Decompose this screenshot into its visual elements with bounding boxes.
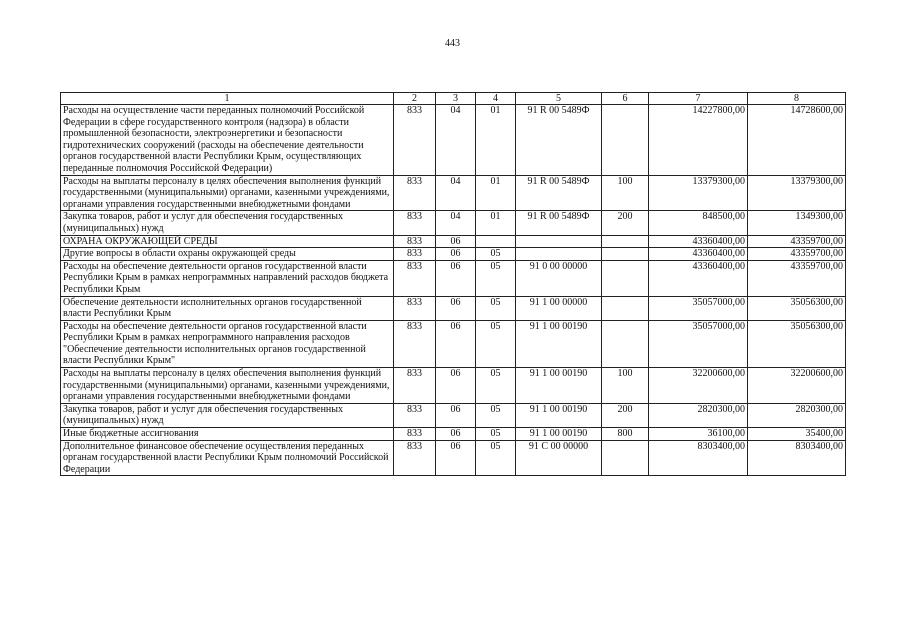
- column-header: 5: [516, 93, 602, 105]
- ministry-code-cell: 833: [394, 175, 436, 211]
- amount-year2-cell: 13379300,00: [748, 175, 846, 211]
- section-cell: 06: [436, 440, 476, 476]
- expense-name-cell: Иные бюджетные ассигнования: [61, 428, 394, 441]
- expense-name-cell: Другие вопросы в области охраны окружающей среды: [61, 248, 394, 261]
- section-cell: 06: [436, 403, 476, 427]
- amount-year1-cell: 43360400,00: [649, 235, 748, 248]
- expense-name-cell: Закупка товаров, работ и услуг для обеспечения государственных (муниципальных) нужд: [61, 211, 394, 235]
- expense-name-cell: Дополнительное финансовое обеспечение осуществления переданных органам государственной власти Республики Крым полномочий Российской Федерации: [61, 440, 394, 476]
- table-row: [61, 428, 846, 441]
- subsection-cell: 01: [476, 105, 516, 176]
- expense-name-cell: Расходы на выплаты персоналу в целях обеспечения выполнения функций государственными (муниципальными) органами, казенными учреждениями, органами управления государственными внебюджетными фондами: [61, 368, 394, 404]
- expense-type-cell: 100: [602, 175, 649, 211]
- section-cell: 06: [436, 260, 476, 296]
- expense-name-cell: Расходы на обеспечение деятельности органов государственной власти Республики Крым в рамках непрограммного направления расходов "Обеспечение деятельности исполнительных органов государственной власти Республики Крым": [61, 320, 394, 367]
- amount-year2-cell: 43359700,00: [748, 260, 846, 296]
- subsection-cell: 05: [476, 403, 516, 427]
- expense-type-cell: [602, 248, 649, 261]
- amount-year1-cell: 8303400,00: [649, 440, 748, 476]
- expense-type-cell: [602, 235, 649, 248]
- amount-year1-cell: 2820300,00: [649, 403, 748, 427]
- section-cell: 04: [436, 105, 476, 176]
- target-article-cell: [516, 235, 602, 248]
- subsection-cell: 05: [476, 248, 516, 261]
- target-article-cell: 91 1 00 00190: [516, 368, 602, 404]
- target-article-cell: [516, 248, 602, 261]
- section-cell: 04: [436, 175, 476, 211]
- section-cell: 06: [436, 368, 476, 404]
- ministry-code-cell: 833: [394, 235, 436, 248]
- amount-year2-cell: 35056300,00: [748, 296, 846, 320]
- expense-type-cell: 200: [602, 211, 649, 235]
- subsection-cell: 01: [476, 211, 516, 235]
- table-row: [61, 296, 846, 320]
- expense-name-cell: Расходы на выплаты персоналу в целях обеспечения выполнения функций государственными (муниципальными) органами, казенными учреждениями, органами управления государственными внебюджетными фондами: [61, 175, 394, 211]
- ministry-code-cell: 833: [394, 403, 436, 427]
- budget-table: [60, 92, 846, 476]
- expense-name-cell: Расходы на осуществление части переданных полномочий Российской Федерации в сфере государственного контроля (надзора) в области промышленной безопасности, электроэнергетики и безопасности гидротехнических сооружений (расходы на обеспечение деятельности органов государственной власти Республики Крым, осуществляющих переданные полномочия Российской Федерации): [61, 105, 394, 176]
- amount-year1-cell: 32200600,00: [649, 368, 748, 404]
- subsection-cell: 05: [476, 368, 516, 404]
- ministry-code-cell: 833: [394, 440, 436, 476]
- amount-year2-cell: 14728600,00: [748, 105, 846, 176]
- target-article-cell: 91 R 00 5489Ф: [516, 105, 602, 176]
- ministry-code-cell: 833: [394, 368, 436, 404]
- expense-type-cell: [602, 105, 649, 176]
- target-article-cell: 91 R 00 5489Ф: [516, 175, 602, 211]
- subsection-cell: 05: [476, 296, 516, 320]
- expense-type-cell: [602, 296, 649, 320]
- table-row: [61, 235, 846, 248]
- table-row: [61, 320, 846, 367]
- target-article-cell: 91 1 00 00000: [516, 296, 602, 320]
- table-row: [61, 260, 846, 296]
- table-row: [61, 248, 846, 261]
- amount-year2-cell: 43359700,00: [748, 248, 846, 261]
- expense-name-cell: Расходы на обеспечение деятельности органов государственной власти Республики Крым в рамках непрограммных направлений расходов бюджета Республики Крым: [61, 260, 394, 296]
- subsection-cell: 05: [476, 260, 516, 296]
- amount-year1-cell: 13379300,00: [649, 175, 748, 211]
- ministry-code-cell: 833: [394, 320, 436, 367]
- expense-type-cell: 100: [602, 368, 649, 404]
- target-article-cell: 91 С 00 00000: [516, 440, 602, 476]
- amount-year1-cell: 14227800,00: [649, 105, 748, 176]
- table-row: [61, 105, 846, 176]
- column-header: 6: [602, 93, 649, 105]
- target-article-cell: 91 1 00 00190: [516, 320, 602, 367]
- table-row: [61, 211, 846, 235]
- expense-type-cell: [602, 260, 649, 296]
- amount-year1-cell: 43360400,00: [649, 260, 748, 296]
- section-cell: 06: [436, 235, 476, 248]
- expense-type-cell: 800: [602, 428, 649, 441]
- amount-year2-cell: 2820300,00: [748, 403, 846, 427]
- ministry-code-cell: 833: [394, 428, 436, 441]
- amount-year1-cell: 35057000,00: [649, 296, 748, 320]
- expense-name-cell: ОХРАНА ОКРУЖАЮЩЕЙ СРЕДЫ: [61, 235, 394, 248]
- expense-type-cell: 200: [602, 403, 649, 427]
- amount-year1-cell: 43360400,00: [649, 248, 748, 261]
- ministry-code-cell: 833: [394, 105, 436, 176]
- target-article-cell: 91 1 00 00190: [516, 403, 602, 427]
- column-header: 4: [476, 93, 516, 105]
- column-header: 8: [748, 93, 846, 105]
- expense-name-cell: Обеспечение деятельности исполнительных органов государственной власти Республики Крым: [61, 296, 394, 320]
- amount-year1-cell: 35057000,00: [649, 320, 748, 367]
- column-header: 1: [61, 93, 394, 105]
- amount-year2-cell: 32200600,00: [748, 368, 846, 404]
- subsection-cell: [476, 235, 516, 248]
- target-article-cell: 91 0 00 00000: [516, 260, 602, 296]
- column-header: 2: [394, 93, 436, 105]
- amount-year2-cell: 35400,00: [748, 428, 846, 441]
- amount-year1-cell: 848500,00: [649, 211, 748, 235]
- subsection-cell: 05: [476, 320, 516, 367]
- subsection-cell: 05: [476, 428, 516, 441]
- amount-year2-cell: 8303400,00: [748, 440, 846, 476]
- expense-type-cell: [602, 320, 649, 367]
- amount-year1-cell: 36100,00: [649, 428, 748, 441]
- table-row: [61, 440, 846, 476]
- amount-year2-cell: 43359700,00: [748, 235, 846, 248]
- expense-name-cell: Закупка товаров, работ и услуг для обеспечения государственных (муниципальных) нужд: [61, 403, 394, 427]
- target-article-cell: 91 1 00 00190: [516, 428, 602, 441]
- ministry-code-cell: 833: [394, 296, 436, 320]
- section-cell: 06: [436, 248, 476, 261]
- column-header: 3: [436, 93, 476, 105]
- page-number: 443: [445, 38, 460, 49]
- table-row: [61, 368, 846, 404]
- section-cell: 04: [436, 211, 476, 235]
- expense-type-cell: [602, 440, 649, 476]
- ministry-code-cell: 833: [394, 248, 436, 261]
- table-header-row: [61, 93, 846, 105]
- amount-year2-cell: 35056300,00: [748, 320, 846, 367]
- subsection-cell: 01: [476, 175, 516, 211]
- table-row: [61, 175, 846, 211]
- amount-year2-cell: 1349300,00: [748, 211, 846, 235]
- ministry-code-cell: 833: [394, 260, 436, 296]
- section-cell: 06: [436, 320, 476, 367]
- target-article-cell: 91 R 00 5489Ф: [516, 211, 602, 235]
- column-header: 7: [649, 93, 748, 105]
- subsection-cell: 05: [476, 440, 516, 476]
- section-cell: 06: [436, 296, 476, 320]
- section-cell: 06: [436, 428, 476, 441]
- table-row: [61, 403, 846, 427]
- ministry-code-cell: 833: [394, 211, 436, 235]
